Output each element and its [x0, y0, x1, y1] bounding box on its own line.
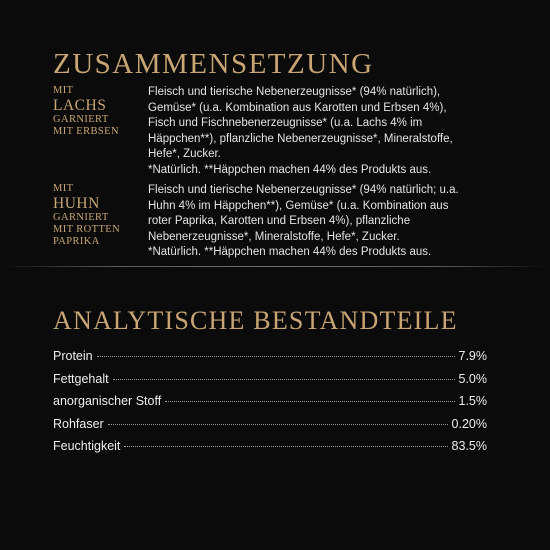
dot-leader [124, 446, 447, 447]
variant-ingredients [148, 183, 508, 261]
variant-label-post: MIT ERBSEN [53, 126, 119, 137]
variant-label-post: PAPRIKA [53, 236, 100, 247]
dot-leader [97, 356, 455, 357]
dot-leader [108, 424, 448, 425]
analysis-row-anorganischer-stoff [53, 394, 487, 417]
variant-label-main: LACHS [53, 97, 107, 114]
analysis-title: ANALYTISCHE BESTANDTEILE [53, 306, 458, 335]
analysis-value: 83.5% [451, 439, 487, 453]
analysis-label: anorganischer Stoff [53, 394, 162, 408]
ingredient-line: Gemüse* (u.a. Kombination aus Karotten und Erbsen 4%), [148, 101, 447, 114]
variant-label [53, 183, 143, 248]
dot-leader [113, 379, 455, 380]
variant-label-pre: MIT [53, 183, 74, 194]
ingredient-line: Hefe*, Zucker. [148, 148, 221, 160]
variant-ingredients [148, 85, 508, 178]
ingredient-line: Fleisch und tierische Nebenerzeugnisse* (94% natürlich; u.a. [148, 184, 459, 196]
variant-label-post: GARNIERT [53, 114, 109, 125]
analysis-value: 1.5% [458, 394, 487, 408]
analysis-label: Rohfaser [53, 416, 104, 431]
variant-label [53, 85, 143, 138]
section-divider [0, 266, 550, 267]
analysis-value: 0.20% [451, 416, 487, 431]
variant-label-post: MIT ROTTEN [53, 224, 121, 235]
dot-leader [165, 401, 454, 402]
analysis-value: 7.9% [458, 349, 487, 363]
analysis-row-rohfaser [53, 417, 487, 440]
ingredient-line: Fleisch und tierische Nebenerzeugnisse* (94% natürlich), [148, 86, 441, 98]
variant-label-pre: MIT [53, 85, 74, 96]
analysis-table [53, 349, 487, 462]
analysis-label: Fettgehalt [53, 371, 109, 386]
analysis-row-feuchtigkeit [53, 439, 487, 462]
analysis-row-fettgehalt [53, 372, 487, 395]
ingredient-footnote: *Natürlich. **Häppchen machen 44% des Produkts aus. [148, 246, 432, 258]
variant-label-main: HUHN [53, 195, 100, 212]
ingredient-line: Nebenerzeugnisse*, Mineralstoffe, Hefe*, Zucker. [148, 230, 400, 243]
ingredient-line: Fisch und Fischnebenerzeugnisse* (u.a. Lachs 4% im [148, 117, 423, 129]
analysis-label: Feuchtigkeit [53, 439, 121, 453]
analysis-value: 5.0% [458, 371, 487, 386]
ingredient-line: Häppchen**), pflanzliche Nebenerzeugnisse*, Mineralstoffe, [148, 132, 453, 145]
ingredient-footnote: *Natürlich. **Häppchen machen 44% des Produkts aus. [148, 163, 432, 176]
composition-title: ZUSAMMENSETZUNG [53, 48, 374, 80]
ingredient-line: Huhn 4% im Häppchen**), Gemüse* (u.a. Kombination aus [148, 199, 449, 212]
analysis-label: Protein [53, 349, 93, 363]
ingredient-line: roter Paprika, Karotten und Erbsen 4%), pflanzliche [148, 215, 411, 227]
variant-label-post: GARNIERT [53, 212, 109, 223]
analysis-row-protein [53, 349, 487, 372]
